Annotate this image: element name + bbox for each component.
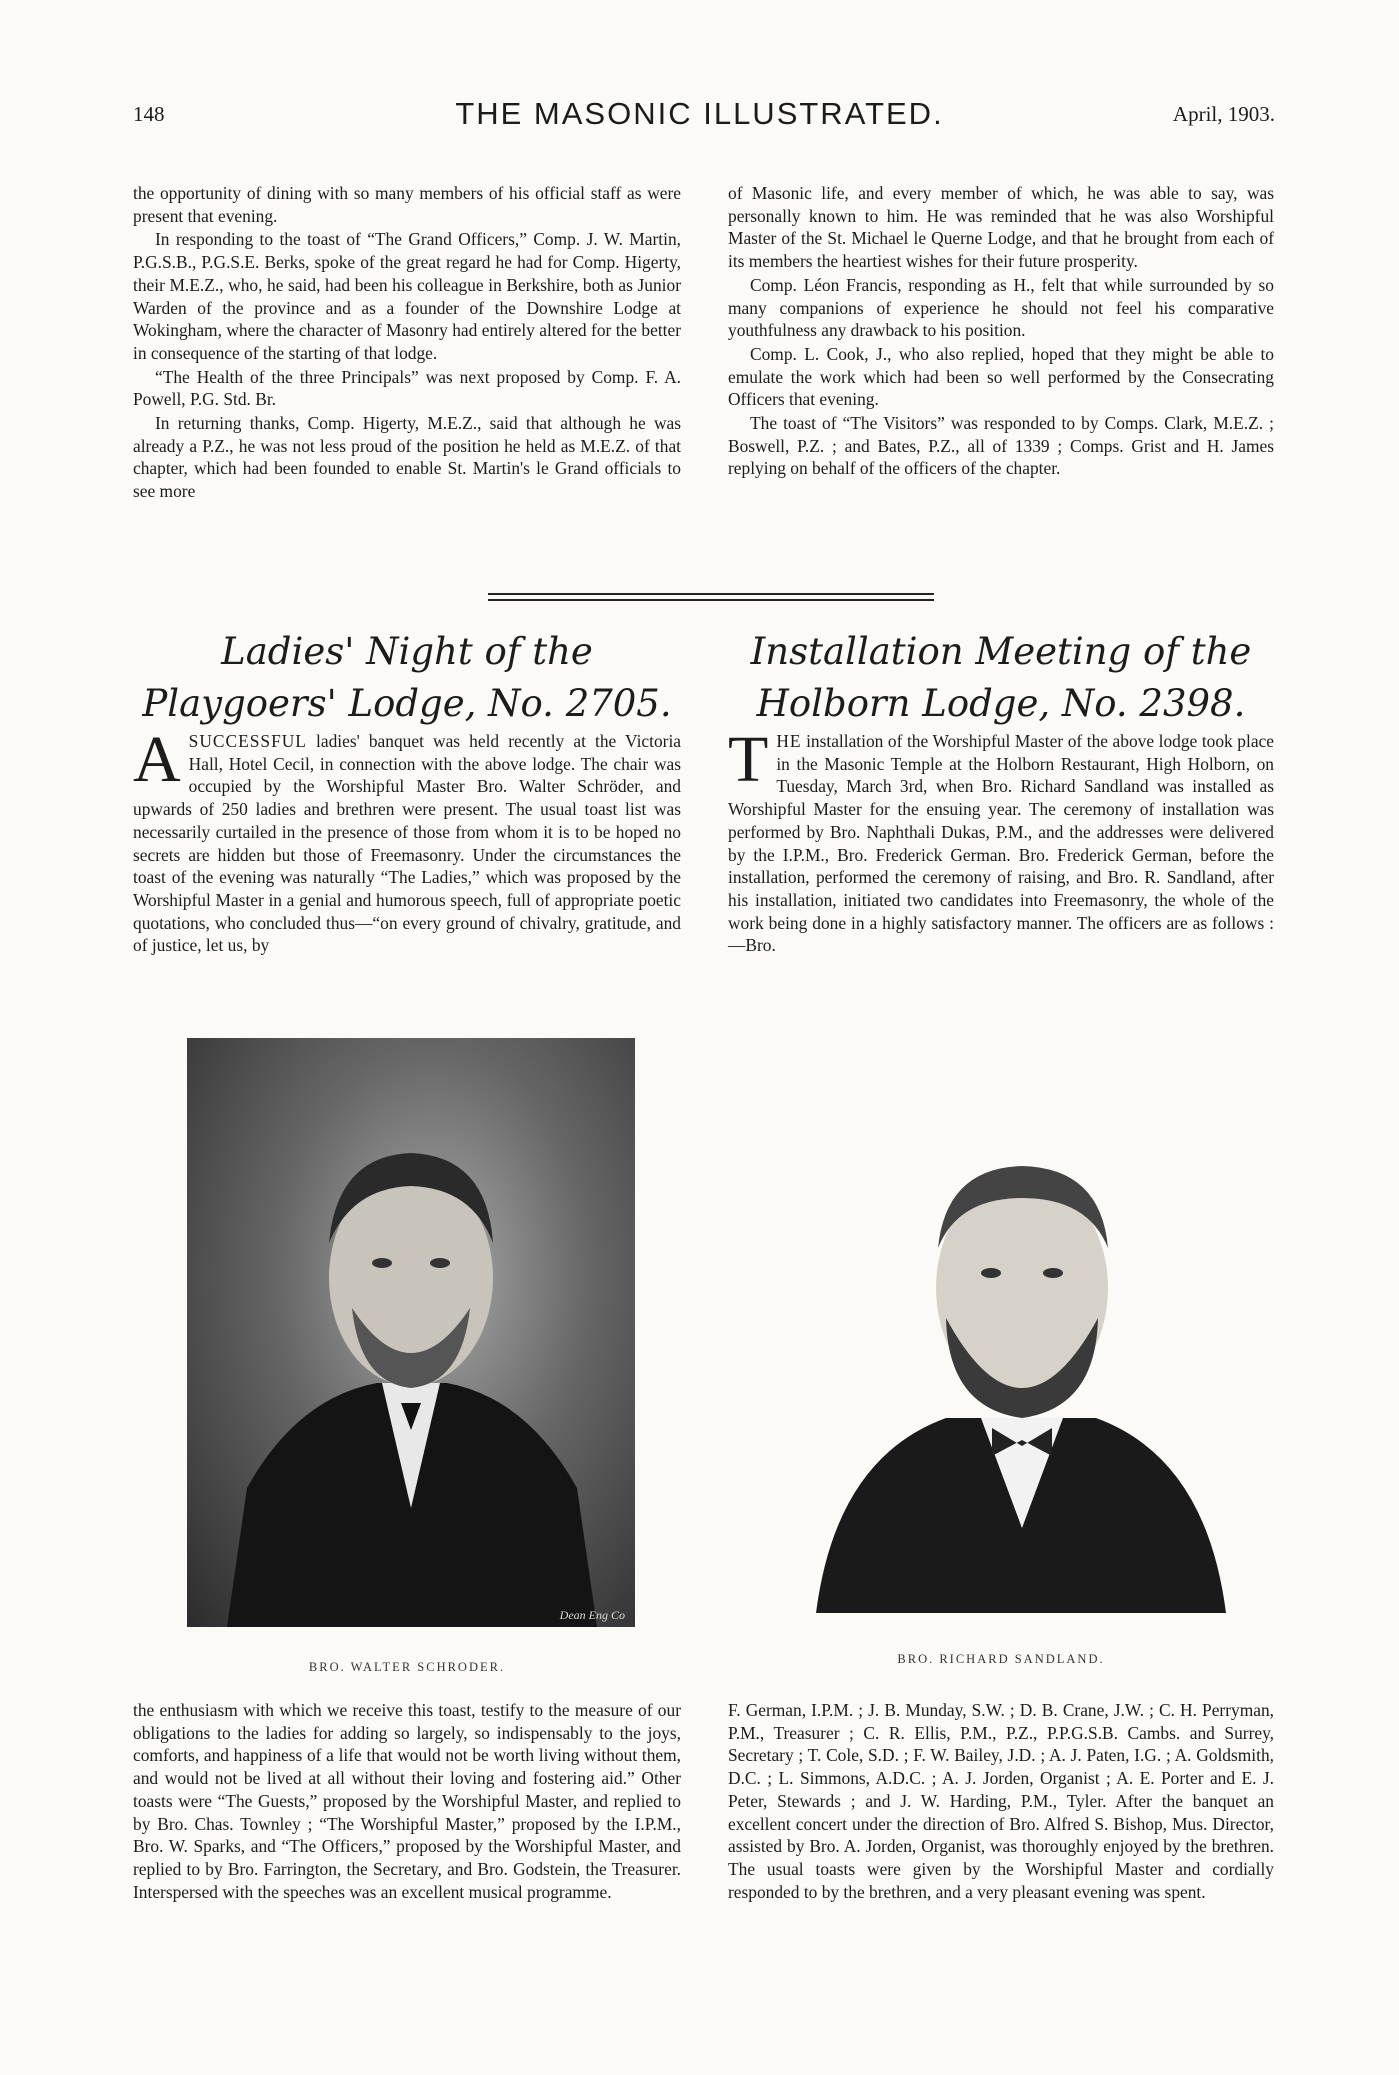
portrait-richard-sandland: [796, 1128, 1248, 1613]
separator-rule: [488, 599, 934, 601]
paragraph: “The Health of the three Principals” was next proposed by Comp. F. A. Powell, P.G. Std. Br.: [133, 366, 681, 410]
paragraph: In returning thanks, Comp. Higerty, M.E.Z., said that although he was already a P.Z., he was not less proud of the position he held as M.E.Z. of that chapter, which had been founded to enable St. Martin's le Grand officials to see more: [133, 413, 681, 502]
photo-caption: BRO. WALTER SCHRODER.: [308, 1660, 506, 1674]
portrait-walter-schroder: [187, 1038, 635, 1627]
lead-paragraph: [133, 723, 681, 957]
portrait-silhouette: [187, 1038, 635, 1627]
paragraph: Comp. L. Cook, J., who also replied, hoped that they might be able to emulate the work which had been so well performed by the Consecrating Officers that evening.: [728, 343, 1274, 410]
body-text: installation of the Worshipful Master of the above lodge took place in the Masonic Temple at the Holborn Restaurant, High Holborn, on Tuesday, March 3rd, when Bro. Richard Sandland was installed as Worshipful Master for the ensuing year. The ceremony of installation was performed by Bro. Naphthali Dukas, P.M., and the addresses were delivered by the I.P.M., Bro. Frederick German. Bro. Frederick German, before the installation, performed the ceremony of raising, and Bro. R. Sandland, after his installation, initiated two candidates into Freemasonry, the whole of the work being done in a highly satisfactory manner. The officers are as follows :—Bro.: [728, 731, 1274, 956]
article-body-holborn: [728, 723, 1274, 957]
issue-date: April, 1903.: [1172, 102, 1275, 126]
paragraph: the enthusiasm with which we receive this toast, testify to the measure of our obligations to the ladies for adding so largely, so indispensably to the joys, comforts, and happiness of a life that would not be worth living without them, and would not be lived at all without their loving and fostering aid.” Other toasts were “The Guests,” proposed by the Worshipful Master, and replied to by Bro. Chas. Townley ; “The Worshipful Master,” proposed by the I.P.M., Bro. W. Sparks, and “The Officers,” proposed by the Worshipful Master, and replied to by Bro. Farrington, the Secretary, and Bro. Godstein, the Treasurer. Interspersed with the speeches was an excellent musical programme.: [133, 1700, 681, 1902]
separator-rule: [488, 593, 934, 595]
continued-article-left-column: [133, 182, 681, 503]
running-header: [0, 96, 1399, 142]
photo-credit: Dean Eng Co: [559, 1608, 625, 1622]
paragraph: F. German, I.P.M. ; J. B. Munday, S.W. ; D. B. Crane, J.W. ; C. H. Perryman, P.M., Treasurer ; C. R. Ellis, P.M., P.Z., P.P.G.S.B. Cambs. and Surrey, Secretary ; T. Cole, S.D. ; F. W. Bailey, J.D. ; A. J. Paten, I.G. ; A. Goldsmith, D.C. ; L. Simmons, A.D.C. ; A. J. Jorden, Organist ; A. E. Porter and E. J. Peter, Stewards ; and J. W. Harding, P.M., Tyler. After the banquet an excellent concert under the direction of Bro. Alfred S. Bishop, Mus. Director, assisted by Bro. A. Jorden, Organist, was thoroughly enjoyed by the brethren. The usual toasts were given by the Worshipful Master and cordially responded to by the brethren, and a very pleasant evening was spent.: [728, 1700, 1274, 1902]
portrait-silhouette: [796, 1128, 1248, 1613]
lead-paragraph: [728, 723, 1274, 957]
publication-title: THE MASONIC ILLUSTRATED.: [455, 96, 944, 131]
lead-caps: HE: [776, 731, 802, 751]
article-continuation-playgoers: [133, 1699, 681, 1903]
continued-article-right-column: [728, 182, 1274, 480]
body-text: ladies' banquet was held recently at the Victoria Hall, Hotel Cecil, in connection with the above lodge. The chair was occupied by the Worshipful Master Bro. Walter Schröder, and upwards of 250 ladies and brethren were present. The usual toast list was necessarily curtailed in the presence of those from whom it is to be hoped no secrets are hidden but those of Freemasonry. Under the circumstances the toast of the evening was naturally “The Ladies,” which was proposed by the Worshipful Master in a genial and humorous speech, full of appropriate poetic quotations, who concluded thus—“on every ground of chivalry, gratitude, and of justice, let us, by: [133, 731, 681, 956]
drop-cap: A: [133, 723, 181, 796]
page-number: 148: [133, 102, 165, 126]
paragraph: of Masonic life, and every member of which, he was able to say, was personally known to him. He was reminded that he was also Worshipful Master of the St. Michael le Querne Lodge, and that he brought from each of its members the heartiest wishes for their future prosperity.: [728, 183, 1274, 272]
article-continuation-holborn: [728, 1699, 1274, 1903]
article-headline-holborn: Installation Meeting of the Holborn Lodge, No. 2398.: [750, 630, 1252, 725]
photo-caption: BRO. RICHARD SANDLAND.: [897, 1652, 1105, 1666]
lead-caps: SUCCESSFUL: [188, 731, 307, 751]
paragraph: Comp. Léon Francis, responding as H., felt that while surrounded by so many companions of experience he should not feel his comparative youthfulness any drawback to his position.: [728, 274, 1274, 341]
paragraph: In responding to the toast of “The Grand Officers,” Comp. J. W. Martin, P.G.S.B., P.G.S.E. Berks, spoke of the great regard he had for Comp. Higerty, their M.E.Z., who, he said, had been his colleague in Berkshire, both as Junior Warden of the province and as a founder of the Downshire Lodge at Wokingham, where the character of Masonry had entirely altered for the better in consequence of the starting of that lodge.: [133, 229, 681, 363]
article-headline-playgoers: Ladies' Night of the Playgoers' Lodge, No. 2705.: [142, 630, 672, 725]
paragraph: The toast of “The Visitors” was responded to by Comps. Clark, M.E.Z. ; Boswell, P.Z. ; and Bates, P.Z., all of 1339 ; Comps. Grist and H. James replying on behalf of the officers of the chapter.: [728, 413, 1274, 479]
drop-cap: T: [728, 723, 769, 796]
article-body-playgoers: [133, 723, 681, 957]
paragraph: the opportunity of dining with so many members of his official staff as were present that evening.: [133, 183, 681, 226]
